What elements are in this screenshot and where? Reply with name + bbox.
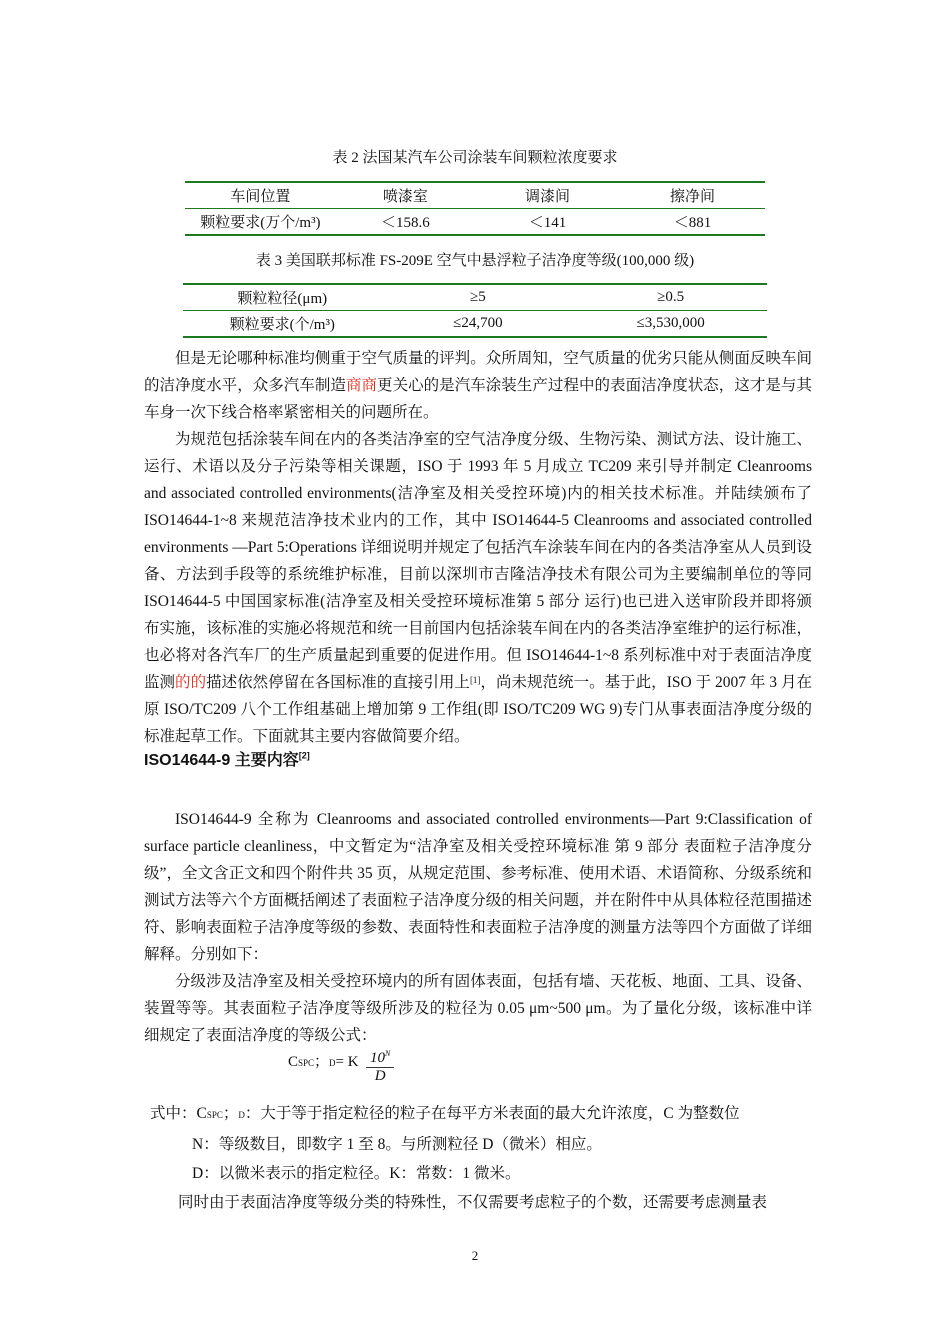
def-rest: ：大于等于指定粒径的粒子在每平方米表面的最大允许浓度，C 为整数位 <box>244 1105 740 1122</box>
formula-denominator: D <box>374 1068 386 1084</box>
heading-citation-ref: [2] <box>298 750 310 761</box>
paragraph-2-text: 为规范包括涂装车间在内的各类洁净室的空气洁净度分级、生物污染、测试方法、设计施工、运行、术语以及分子污染等相关课题，ISO 于 1993 年 5 月成立 TC209 来引导并制定 Cleanrooms and associated controlled environments(洁净室及相关受控环境)内的相关技术标准。并陆续颁布了 ISO14644-1~8 来规范洁净技术业内的工作，其中 ISO14644-5 Cleanrooms and associated controlled environments —Part 5:Operations 详细说明并规定了包括汽车涂装车间在内的各类洁净室从人员到设备、方法到手段等的系统维护标准，目前以深圳市吉隆洁净技术有限公司为主要编制单位的等同 ISO14644-5 中国国家标准(洁净室及相关受控环境标准第 5 部分 运行)也已进入送审阶段并即将颁布实施，该标准的实施必将规范和统一目前国内包括涂装车间在内的各类洁净室维护的运行标准，也必将对各汽车厂的生产质量起到重要的促进作用。但 ISO14644-1~8 系列标准中对于表面洁净度监测 <box>144 431 812 691</box>
formula-lhs <box>288 1050 359 1071</box>
table2-cell: ＜881 <box>620 209 765 236</box>
table3-data-row <box>183 311 767 338</box>
formula-numerator <box>366 1049 394 1068</box>
citation-ref: [1] <box>469 675 481 685</box>
body-section-2 <box>144 806 812 1049</box>
formula-eq: = K <box>335 1054 359 1070</box>
table2-header-row <box>185 182 765 209</box>
formula-fraction <box>366 1049 394 1085</box>
formula-sub-spc: SPC <box>298 1058 315 1068</box>
paragraph-2-text-cont: 描述依然停留在各国标准的直接引用上 <box>206 674 470 691</box>
paragraph-1-text: 但是无论哪种标准均侧重于空气质量的评判。众所周知，空气质量的优劣只能从侧面反映车间的洁净度水平，众多汽车制造 <box>144 350 812 394</box>
table2 <box>185 181 765 236</box>
def-prefix: 式中：C <box>150 1105 207 1122</box>
paragraph-4: 分级涉及洁净室及相关受控环境内的所有固体表面，包括有墙、天花板、地面、工具、设备、装置等等。其表面粒子洁净度等级所涉及的粒径为 0.05 μm~500 μm。为了量化分级，该标准中详细规定了表面洁净度的等级公式： <box>144 973 812 1044</box>
paragraph-2 <box>144 426 812 750</box>
table3-cell: ≤24,700 <box>382 311 575 338</box>
table2-header-cell: 擦净间 <box>620 182 765 209</box>
formula-sep: ； <box>314 1054 330 1070</box>
table2-header-cell: 车间位置 <box>185 182 336 209</box>
table2-cell: ＜158.6 <box>336 209 475 236</box>
table3-cell: 颗粒要求(个/m³) <box>183 311 382 338</box>
formula-num-exp: N <box>385 1049 391 1058</box>
paragraph-3: ISO14644-9 全称为 Cleanrooms and associated controlled environments—Part 9:Classification of surface particle cleanliness，中文暂定为“洁净室及相关受控环境标准 第 9 部分 表面粒子洁净度分级”，全文含正文和四个附件共 35 页，从规定范围、参考标准、使用术语、术语简称、分级系统和测试方法等六个方面概括阐述了表面粒子洁净度分级的相关问题，并在附件中从具体粒径范围描述符、影响表面粒子洁净度等级的参数、表面特性和表面粒子洁净度的测量方法等四个方面做了详细解释。分别如下： <box>144 811 812 963</box>
table3-cell: ≤3,530,000 <box>574 311 767 338</box>
formula-definitions <box>144 1099 812 1217</box>
definition-line-1 <box>144 1099 812 1130</box>
table2-data-row <box>185 209 765 236</box>
formula-c: C <box>288 1054 299 1070</box>
formula-num-base: 10 <box>370 1050 385 1066</box>
table3-header-cell: 颗粒粒径(μm) <box>183 284 382 311</box>
def-sub-spc: SPC <box>206 1110 223 1120</box>
section-heading-text: ISO14644-9 主要内容 <box>144 752 299 769</box>
table3 <box>183 283 767 338</box>
def-sep: ； <box>222 1105 239 1122</box>
paragraph-1-text-cont: 更关心的是汽车涂装生产过程中的表面洁净度状态，这才是与其车身一次下线合格率紧密相关的问题所在。 <box>144 377 812 421</box>
formula-sub-d: D <box>329 1058 336 1068</box>
definition-line-4: 同时由于表面洁净度等级分类的特殊性，不仅需要考虑粒子的个数，还需要考虑测量表 <box>178 1194 768 1211</box>
page-number: 2 <box>471 1248 479 1263</box>
highlighted-typo: 的的 <box>175 674 207 691</box>
paragraph-1 <box>144 345 812 426</box>
table2-header-cell: 喷漆室 <box>336 182 475 209</box>
definition-line-2: N：等级数目，即数字 1 至 8。与所测粒径 D（微米）相应。 <box>192 1136 602 1153</box>
table2-caption: 表 2 法国某汽车公司涂装车间颗粒浓度要求 <box>332 150 618 166</box>
table3-caption: 表 3 美国联邦标准 FS-209E 空气中悬浮粒子洁净度等级(100,000 级) <box>255 253 695 269</box>
body-section-1 <box>144 345 812 750</box>
paragraph-2-text-end: ，尚未规范统一。基于此，ISO 于 2007 年 3 月在原 ISO/TC209 八个工作组基础上增加第 9 工作组(即 ISO/TC209 WG 9)专门从事表面洁净度分级的标准起草工作。下面就其主要内容做简要介绍。 <box>144 674 812 745</box>
table3-header-cell: ≥5 <box>382 284 575 311</box>
table2-cell: ＜141 <box>475 209 620 236</box>
table3-header-cell: ≥0.5 <box>574 284 767 311</box>
highlighted-typo: 商商 <box>345 377 378 394</box>
def-sub-d: D <box>238 1110 245 1120</box>
definition-line-3: D：以微米表示的指定粒径。K：常数：1 微米。 <box>192 1165 521 1182</box>
table2-header-cell: 调漆间 <box>475 182 620 209</box>
table2-cell: 颗粒要求(万个/m³) <box>185 209 336 236</box>
table3-header-row <box>183 284 767 311</box>
section-heading <box>144 747 310 770</box>
